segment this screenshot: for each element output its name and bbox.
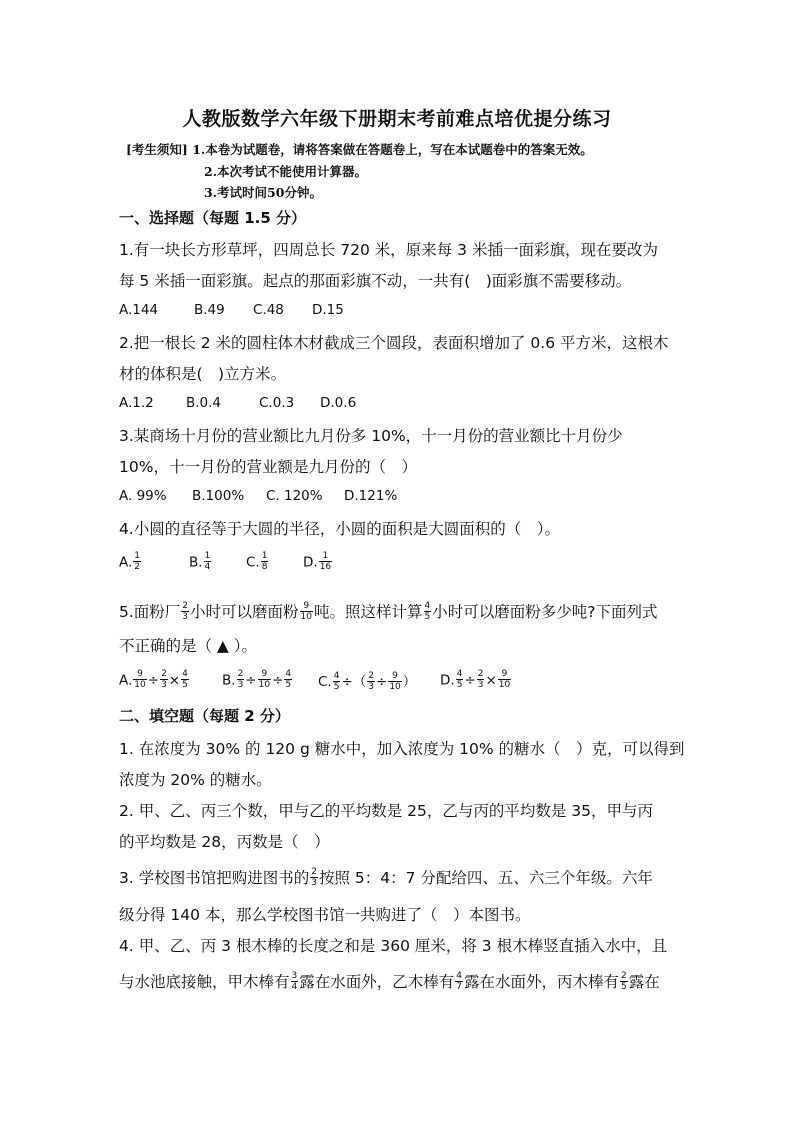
fill-question-3-line-1: [119, 866, 653, 889]
option-label: B.: [222, 672, 236, 689]
q3-option-c: C. 120%: [266, 488, 323, 504]
q2-option-c: C.0.3: [259, 395, 295, 411]
notice-label: [考生须知]: [126, 142, 188, 157]
fill-q4-text-1: 与水池底接触，甲木棒有: [119, 973, 290, 991]
fraction-denominator: 4: [204, 562, 211, 572]
option-label: D.: [440, 672, 455, 689]
question-1-line-1: 1.有一块长方形草坪，四周总长 720 米，原来每 3 米插一面彩旗，现在要改为: [119, 241, 658, 259]
q4-option-b: [189, 552, 212, 573]
fraction-numerator: 2: [621, 971, 627, 981]
fraction-numerator: 4: [456, 971, 462, 981]
section-heading-choice: 一、选择题（每题 1.5 分）: [119, 209, 307, 227]
q4-option-a-fraction: [133, 551, 141, 572]
operator: ×: [485, 672, 497, 689]
fill-q3-text-1: 3. 学校图书馆把购进图书的: [119, 869, 310, 887]
option-fraction-1: [333, 671, 341, 692]
option-fraction-1: [133, 669, 146, 690]
option-fraction-1: [237, 669, 245, 690]
q2-option-a: A.1.2: [119, 395, 154, 411]
option-fraction-1: [456, 669, 464, 690]
option-fraction-2: [367, 671, 375, 692]
q4-option-c-fraction: [261, 551, 269, 572]
q5-fraction-2: [300, 601, 313, 622]
notice-item-1: 1.本卷为试题卷，请将答案做在答题卷上，写在本试题卷中的答案无效。: [192, 142, 593, 157]
q5-option-a: [119, 670, 190, 691]
fill-question-2-line-1: 2. 甲、乙、丙三个数，甲与乙的平均数是 25，乙与丙的平均数是 35，甲与丙: [119, 802, 654, 820]
question-3-line-1: 3.某商场十月份的营业额比九月份多 10%，十一月份的营业额比十月份少: [119, 427, 623, 445]
fraction-numerator: 2: [311, 867, 317, 877]
q1-option-b: B.49: [194, 302, 225, 318]
option-fraction-3: [181, 669, 189, 690]
fraction-numerator: 1: [204, 551, 211, 561]
page-title: 人教版数学六年级下册期末考前难点培优提分练习: [182, 108, 612, 130]
fraction-numerator: 4: [182, 669, 188, 679]
fraction-denominator: 3: [477, 680, 484, 690]
fill-question-4-line-1: 4. 甲、乙、丙 3 根木棒的长度之和是 360 厘米，将 3 根木棒竖直插入水中，且: [119, 937, 668, 955]
fraction-numerator: 1: [261, 551, 268, 561]
q3-option-a: A. 99%: [119, 488, 167, 504]
fill-q4-text-3: 露在水面外，丙木棒有: [464, 973, 620, 991]
fill-q4-text-4: 露在: [628, 973, 660, 991]
fill-q4-fraction-1: [291, 971, 299, 992]
fraction-denominator: 7: [456, 982, 462, 992]
fraction-denominator: 8: [261, 562, 268, 572]
fraction-denominator: 5: [285, 680, 292, 690]
fraction-numerator: 2: [182, 601, 189, 611]
option-fraction-2: [160, 669, 168, 690]
operator: ÷: [245, 672, 257, 689]
fill-question-1-line-1: 1. 在浓度为 30% 的 120 g 糖水中，加入浓度为 10% 的糖水（ ）克，可以得到: [119, 740, 685, 758]
q4-option-b-label: B.: [189, 554, 203, 571]
notice-line-2: [204, 162, 367, 180]
notice-item-3: 3.考试时间50分钟。: [204, 185, 322, 200]
fraction-numerator: 1: [319, 551, 332, 562]
q4-option-d-label: D.: [303, 554, 318, 571]
fraction-denominator: 3: [161, 680, 167, 690]
operator: ÷: [376, 674, 388, 690]
q1-option-a: A.144: [119, 302, 159, 318]
question-2-line-2: 材的体积是( )立方米。: [119, 365, 287, 383]
fraction-numerator: 2: [161, 669, 167, 679]
q5-text-3: 吨。照这样计算: [314, 603, 423, 621]
fill-question-2-line-2: 的平均数是 28，丙数是（ ）: [119, 833, 330, 851]
fraction-denominator: 3: [368, 681, 374, 692]
fraction-denominator: 5: [456, 680, 463, 690]
fraction-denominator: 3: [182, 612, 189, 622]
q4-option-c: [246, 552, 269, 573]
operator: ÷: [147, 672, 160, 689]
q5-option-d: [440, 670, 512, 691]
q4-option-d-fraction: [319, 551, 332, 572]
q5-option-c: [318, 670, 416, 693]
fraction-denominator: 10: [258, 680, 271, 690]
fraction-denominator: 10: [498, 680, 511, 690]
fraction-numerator: 1: [134, 551, 141, 561]
operator: ÷: [464, 672, 476, 689]
fraction-numerator: 4: [456, 669, 463, 679]
q4-option-d: [303, 552, 333, 573]
q5-fraction-1: [181, 601, 189, 622]
fill-q4-text-2: 露在水面外，乙木棒有: [299, 973, 455, 991]
q4-option-c-label: C.: [246, 554, 260, 571]
fraction-numerator: 4: [424, 601, 431, 611]
q3-option-d: D.121%: [344, 488, 398, 504]
fraction-denominator: 4: [291, 982, 298, 992]
fraction-numerator: 9: [300, 601, 313, 612]
q5-option-b: [222, 670, 293, 691]
q5-text-1: 5.面粉厂: [119, 603, 181, 621]
fill-q4-fraction-2: [455, 971, 463, 992]
fraction-numerator: 3: [291, 971, 298, 981]
question-3-line-2: 10%，十一月份的营业额是九月份的（ ）: [119, 458, 417, 476]
question-5-line-2: 不正确的是（ ▲ ）。: [119, 637, 258, 655]
q4-option-a: [119, 552, 142, 573]
q1-option-c: C.48: [253, 302, 284, 318]
fraction-numerator: 9: [388, 671, 401, 682]
fraction-denominator: 3: [311, 878, 317, 888]
option-label: A.: [119, 672, 133, 689]
fraction-denominator: 5: [182, 680, 188, 690]
operator: ÷（: [341, 674, 367, 690]
fraction-numerator: 9: [133, 669, 146, 680]
q3-option-b: B.100%: [192, 488, 245, 504]
q2-option-b: B.0.4: [186, 395, 222, 411]
fraction-denominator: 10: [134, 680, 146, 690]
option-fraction-3: [498, 669, 511, 690]
notice-line-3: [204, 183, 322, 201]
q2-option-d: D.0.6: [320, 395, 357, 411]
fraction-numerator: 4: [285, 669, 292, 679]
fraction-denominator: 5: [424, 612, 431, 622]
question-5-line-1: [119, 600, 657, 623]
fill-q3-fraction: [310, 867, 318, 888]
option-label: C.: [318, 674, 332, 690]
fraction-numerator: 2: [368, 670, 374, 681]
option-fraction-2: [258, 669, 271, 690]
fraction-denominator: 3: [237, 680, 244, 690]
option-fraction-3: [388, 671, 401, 692]
fraction-denominator: 5: [621, 982, 627, 992]
q5-text-4: 小时可以磨面粉多少吨?下面列式: [432, 603, 658, 621]
fill-question-1-line-2: 浓度为 20% 的糖水。: [119, 771, 272, 789]
fraction-numerator: 9: [258, 669, 271, 680]
operator: ÷: [272, 672, 284, 689]
fraction-numerator: 2: [477, 669, 484, 679]
option-fraction-3: [284, 669, 292, 690]
fraction-denominator: 2: [134, 562, 141, 572]
q5-text-2: 小时可以磨面粉: [190, 603, 299, 621]
q5-fraction-3: [424, 601, 432, 622]
fraction-denominator: 10: [389, 681, 401, 692]
question-2-line-1: 2.把一根长 2 米的圆柱体木材截成三个圆段，表面积增加了 0.6 平方米，这根木: [119, 334, 669, 352]
question-4-line-1: 4.小圆的直径等于大圆的半径，小圆的面积是大圆面积的（ ）。: [119, 520, 561, 538]
q1-option-d: D.15: [312, 302, 344, 318]
question-1-line-2: 每 5 米插一面彩旗。起点的那面彩旗不动，一共有( )面彩旗不需要移动。: [119, 272, 632, 290]
notice-item-2: 2.本次考试不能使用计算器。: [204, 164, 368, 179]
operator: ×: [168, 672, 181, 689]
section-heading-fill: 二、填空题（每题 2 分）: [119, 707, 290, 725]
fraction-numerator: 2: [237, 669, 244, 679]
fill-question-4-line-2: [119, 970, 660, 993]
fill-question-3-line-2: 级分得 140 本，那么学校图书馆一共购进了（ ）本图书。: [119, 906, 531, 924]
fraction-numerator: 9: [498, 669, 511, 680]
fraction-numerator: 4: [333, 670, 340, 681]
option-fraction-2: [477, 669, 485, 690]
q4-option-a-label: A.: [119, 554, 133, 571]
fraction-denominator: 10: [300, 612, 312, 622]
fraction-denominator: 16: [319, 562, 332, 572]
q4-option-b-fraction: [204, 551, 212, 572]
fill-q4-fraction-3: [620, 971, 628, 992]
notice-line-1: [126, 140, 593, 158]
fraction-denominator: 5: [333, 681, 340, 692]
operator: ）: [402, 674, 417, 690]
fill-q3-text-2: 按照 5：4：7 分配给四、五、六三个年级。六年: [318, 869, 653, 887]
